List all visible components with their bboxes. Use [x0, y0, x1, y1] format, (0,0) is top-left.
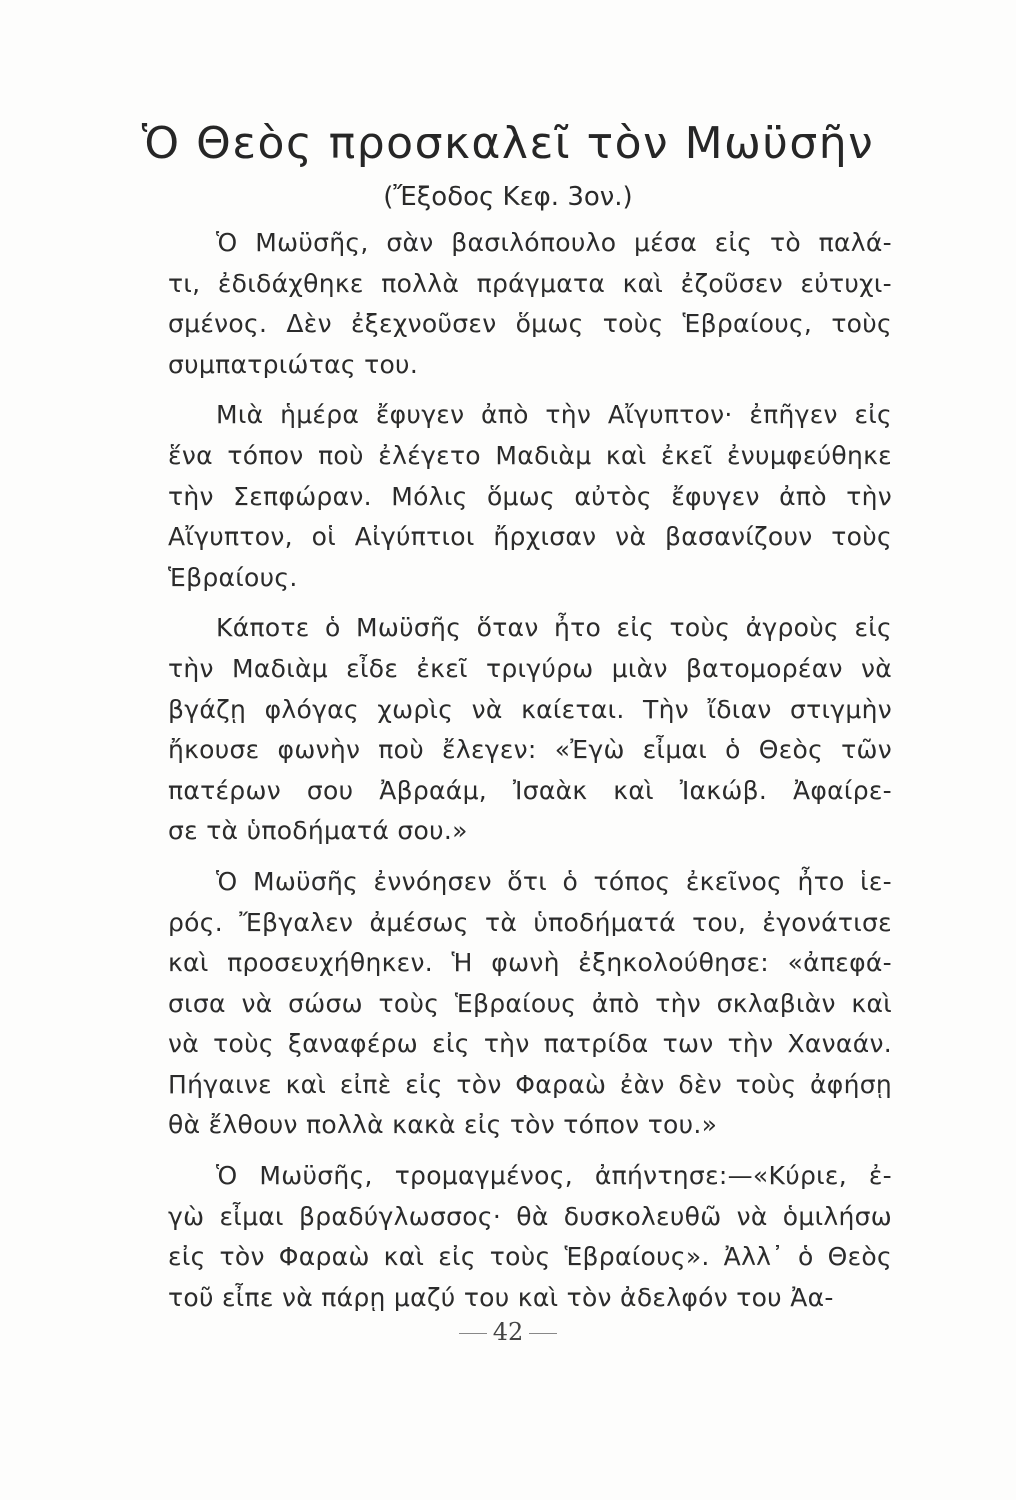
text-line: Κάποτε ὁ Μωϋσῆς ὅταν ἦτο εἰς τοὺς ἀγροὺς εἰς	[216, 613, 892, 643]
text-line: ἤκουσε φωνὴν ποὺ ἔλεγεν: «Ἐγὼ εἶμαι ὁ Θεὸς τῶν	[168, 735, 892, 765]
text-line: σε τὰ ὑποδήματά σου.»	[168, 816, 468, 846]
text-line: συμπατριώτας του.	[168, 349, 419, 379]
paragraph	[168, 223, 892, 385]
text-line: Ἑβραίους.	[168, 562, 298, 592]
paragraph	[168, 395, 892, 598]
text-line: πατέρων σου Ἀβραάμ, Ἰσαὰκ καὶ Ἰακώβ. Ἀφαίρε-	[168, 775, 892, 805]
text-line: τὴν Σεπφώραν. Μόλις ὅμως αὐτὸς ἔφυγεν ἀπὸ τὴν	[168, 481, 892, 511]
text-line: τι, ἐδιδάχθηκε πολλὰ πράγματα καὶ ἐζοῦσεν εὐτυχι-	[168, 268, 892, 298]
text-line: εἰς τὸν Φαραὼ καὶ εἰς τοὺς Ἑβραίους». Ἀλλ᾿ ὁ Θεὸς	[168, 1242, 892, 1272]
text-line: Πήγαινε καὶ εἰπὲ εἰς τὸν Φαραὼ ἐὰν δὲν τοὺς ἀφήσῃ	[168, 1069, 892, 1099]
chapter-title: Ὁ Θεὸς προσκαλεῖ τὸν Μωϋσῆν	[141, 118, 875, 169]
text-line: Ὁ Μωϋσῆς ἐννόησεν ὅτι ὁ τόπος ἐκεῖνος ἦτο ἱε-	[216, 866, 892, 896]
text-line: γὼ εἶμαι βραδύγλωσσος· θὰ δυσκολευθῶ νὰ ὁμιλήσω	[168, 1201, 892, 1231]
paragraph	[168, 862, 892, 1146]
text-line: νὰ τοὺς ξαναφέρω εἰς τὴν πατρίδα των τὴν Χαναάν.	[168, 1029, 892, 1059]
text-line: Αἴγυπτον, οἱ Αἰγύπτιοι ἤρχισαν νὰ βασανίζουν τοὺς	[168, 522, 892, 552]
text-line: θὰ ἔλθουν πολλὰ κακὰ εἰς τὸν τόπον του.»	[168, 1110, 718, 1140]
right-dash	[529, 1333, 557, 1334]
text-line: σισα νὰ σώσω τοὺς Ἑβραίους ἀπὸ τὴν σκλαβιὰν καὶ	[168, 988, 892, 1018]
chapter-reference: (Ἔξοδος Κεφ. 3ον.)	[383, 182, 633, 212]
text-line: Ὁ Μωϋσῆς, τρομαγμένος, ἀπήντησε:—«Κύριε, ἐ-	[216, 1161, 892, 1191]
text-line: καὶ προσευχήθηκεν. Ἡ φωνὴ ἐξηκολούθησε: «ἀπεφά-	[168, 948, 892, 978]
text-line: σμένος. Δὲν ἐξεχνοῦσεν ὅμως τοὺς Ἑβραίους, τοὺς	[168, 309, 892, 339]
text-line: ἕνα τόπον ποὺ ἐλέγετο Μαδιὰμ καὶ ἐκεῖ ἐνυμφεύθηκε	[168, 440, 892, 470]
page-number: 42	[492, 1318, 524, 1346]
paragraph	[168, 608, 892, 852]
text-line: Ὁ Μωϋσῆς, σὰν βασιλόπουλο μέσα εἰς τὸ παλά-	[216, 228, 892, 257]
paragraph-gap	[168, 598, 892, 608]
paragraph	[168, 1156, 892, 1318]
text-line: βγάζῃ φλόγας χωρὶς νὰ καίεται. Τὴν ἴδιαν στιγμὴν	[168, 694, 892, 724]
paragraph-gap	[168, 1146, 892, 1156]
page-footer	[0, 1318, 1016, 1346]
paragraph-gap	[168, 385, 892, 395]
left-dash	[459, 1333, 487, 1334]
body-text	[168, 223, 892, 1318]
text-line: Μιὰ ἡμέρα ἔφυγεν ἀπὸ τὴν Αἴγυπτον· ἐπῆγεν εἰς	[216, 400, 892, 430]
text-line: ρός. Ἔβγαλεν ἀμέσως τὰ ὑποδήματά του, ἐγονάτισε	[168, 907, 892, 937]
text-line: τὴν Μαδιὰμ εἶδε ἐκεῖ τριγύρω μιὰν βατομορέαν νὰ	[168, 653, 892, 683]
text-line: τοῦ εἶπε νὰ πάρῃ μαζύ του καὶ τὸν ἀδελφόν του Ἀα-	[168, 1282, 834, 1312]
paragraph-gap	[168, 852, 892, 862]
